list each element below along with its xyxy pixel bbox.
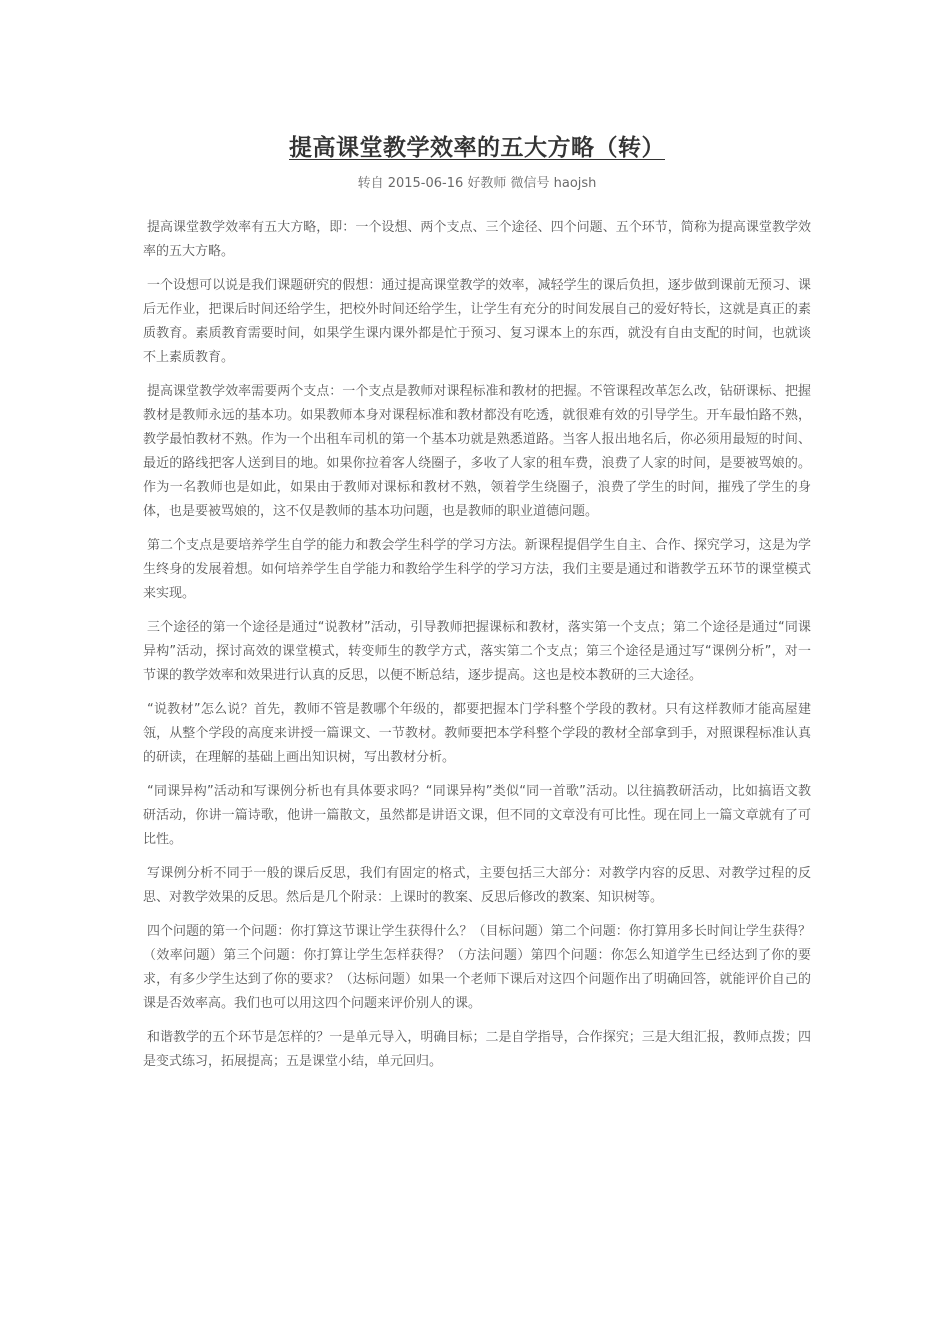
paragraph-one-idea: 一个设想可以说是我们课题研究的假想：通过提高课堂教学的效率，减轻学生的课后负担，逐步做到课前无预习、课后无作业，把课后时间还给学生，把校外时间还给学生，让学生有充分的时间发展自己的爱好特长，这就是真正的素质教育。素质教育需要时间，如果学生课内课外都是忙于预习、复习课本上的东西，就没有自由支配的时间，也就谈不上素质教育。 [143,278,811,365]
paragraph-same-lesson: “同课异构”活动和写课例分析也有具体要求吗？“同课异构”类似“同一首歌”活动。以往搞教研活动，比如搞语文教研活动，你讲一篇诗歌，他讲一篇散文，虽然都是讲语文课，但不同的文章没有可比性。现在同上一篇文章就有了可比性。 [143,784,811,847]
paragraph-lesson-analysis: 写课例分析不同于一般的课后反思，我们有固定的格式，主要包括三大部分：对教学内容的反思、对教学过程的反思、对教学效果的反思。然后是几个附录：上课时的教案、反思后修改的教案、知识树等。 [143,866,811,905]
article-source-line: 转自 2015-06-16 好教师 微信号 haojsh [357,176,597,191]
paragraph-second-support: 第二个支点是要培养学生自学的能力和教会学生科学的学习方法。新课程提倡学生自主、合作、探究学习，这是为学生终身的发展着想。如何培养学生自学能力和教给学生科学的学习方法，我们主要是通过和谐教学五环节的课堂模式来实现。 [143,538,811,601]
paragraph-four-questions: 四个问题的第一个问题：你打算这节课让学生获得什么？（目标问题）第二个问题：你打算用多长时间让学生获得？（效率问题）第三个问题：你打算让学生怎样获得？（方法问题）第四个问题：你怎么知道学生已经达到了你的要求，有多少学生达到了你的要求？（达标问题）如果一个老师下课后对这四个问题作出了明确回答，就能评价自己的课是否效率高。我们也可以用这四个问题来评价别人的课。 [143,924,811,1011]
paragraph-first-support: 提高课堂教学效率需要两个支点：一个支点是教师对课程标准和教材的把握。不管课程改革怎么改，钻研课标、把握教材是教师永远的基本功。如果教师本身对课程标准和教材都没有吃透，就很难有效的引导学生。开车最怕路不熟，教学最怕教材不熟。作为一个出租车司机的第一个基本功就是熟悉道路。当客人报出地名后，你必须用最短的时间、最近的路线把客人送到目的地。如果你拉着客人绕圈子，多收了人家的租车费，浪费了人家的时间，是要被骂娘的。作为一名教师也是如此，如果由于教师对课标和教材不熟，领着学生绕圈子，浪费了学生的时间，摧残了学生的身体，也是要被骂娘的，这不仅是教师的基本功问题，也是教师的职业道德问题。 [143,384,811,519]
paragraph-five-steps: 和谐教学的五个环节是怎样的？一是单元导入，明确目标；二是自学指导，合作探究；三是大组汇报，教师点拨；四是变式练习，拓展提高；五是课堂小结，单元回归。 [143,1030,811,1069]
paragraph-three-paths: 三个途径的第一个途径是通过“说教材”活动，引导教师把握课标和教材，落实第一个支点；第二个途径是通过“同课异构”活动，探讨高效的课堂模式，转变师生的教学方式，落实第二个支点；第三个途径是通过写“课例分析”，对一节课的教学效率和效果进行认真的反思，以便不断总结，逐步提高。这也是校本教研的三大途径。 [143,620,811,683]
paragraph-intro: 提高课堂教学效率有五大方略，即：一个设想、两个支点、三个途径、四个问题、五个环节，简称为提高课堂教学效率的五大方略。 [143,220,811,259]
article-body [143,216,811,1074]
article [143,128,811,1084]
paragraph-talk-textbook: “说教材”怎么说？首先，教师不管是教哪个年级的，都要把握本门学科整个学段的教材。只有这样教师才能高屋建瓴，从整个学段的高度来讲授一篇课文、一节教材。教师要把本学科整个学段的教材全部拿到手，对照课程标准认真的研读，在理解的基础上画出知识树，写出教材分析。 [143,702,811,765]
article-title: 提高课堂教学效率的五大方略（转） [289,135,665,161]
